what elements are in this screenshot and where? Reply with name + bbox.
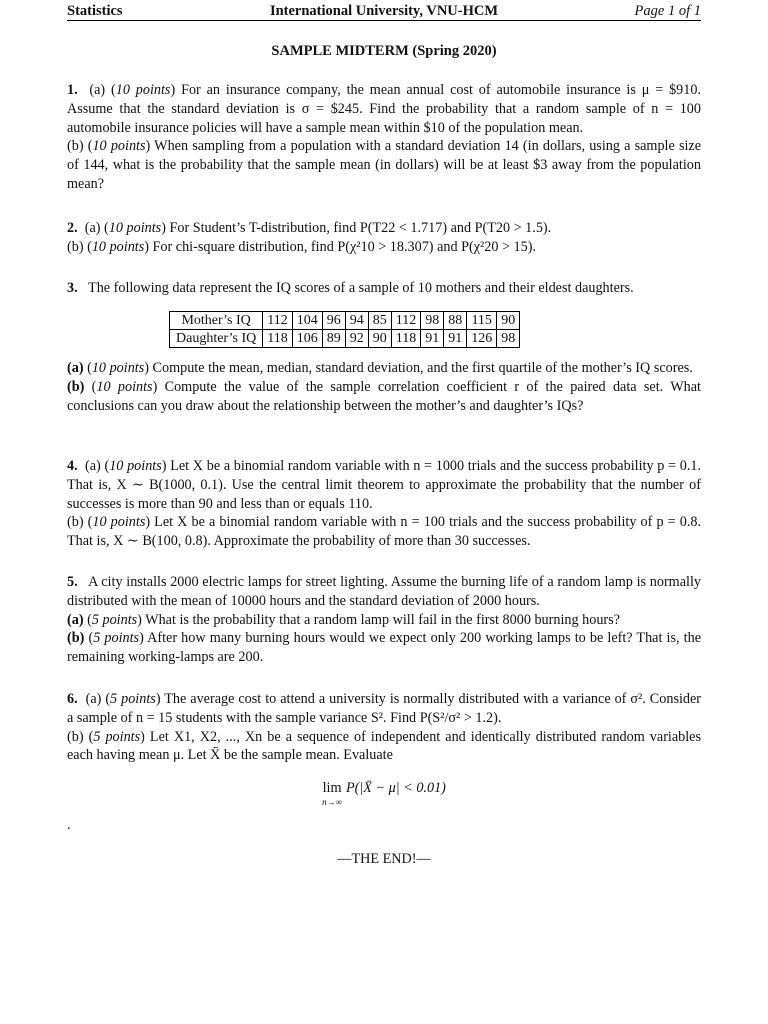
problem-3-intro [67, 279, 701, 298]
limit-subscript: n→∞ [322, 796, 343, 807]
points-label: 5 points [110, 691, 156, 707]
problem-5 [67, 573, 701, 667]
part-label: (a) [85, 458, 101, 474]
problem-text: For an insurance company, the mean annual cost of automobile insurance is μ = $910. Assume that the standard deviation is σ = $245. Find the probability that a random sample of n = 100 automobile insurance policies will have a sample mean within $10 of the population mean. [67, 82, 701, 136]
end-text: —THE END!— [337, 851, 431, 867]
points-label: 10 points [96, 378, 153, 395]
problem-5-intro [67, 573, 701, 611]
points-label: 10 points [115, 82, 171, 98]
problem-3-part-b: (b) (10 points) Compute the value of the sample correlation coefficient r of the paired data set. What conclusions can you draw about the relationship between the mother’s and daughter’s IQs? [67, 378, 701, 414]
table-cell: 112 [263, 312, 292, 330]
problem-5-part-a: (a) (5 points) What is the probability that a random lamp will fail in the first 8000 burning hours? [67, 611, 620, 628]
table-cell: 118 [391, 330, 420, 348]
problem-text: The following data represent the IQ scores of a sample of 10 mothers and their eldest daughters. [88, 280, 634, 296]
part-label: (b) [67, 378, 85, 395]
table-cell: 90 [497, 312, 520, 330]
exam-title: SAMPLE MIDTERM (Spring 2020) [271, 43, 497, 59]
problem-1-part-b: (b) (10 points) When sampling from a population with a standard deviation 14 (in dollars, using a sample size of 144, what is the probability that the sample mean (in dollars) will be at least $3 away from the population mean? [67, 138, 702, 192]
header-university: International University, VNU-HCM [269, 3, 499, 19]
problem-text: When sampling from a population with a standard deviation 14 (in dollars, using a sample size of 144, what is the probability that the sample mean (in dollars) will be at least $3 away from the population mean? [67, 138, 702, 192]
points-label: 10 points [91, 360, 145, 376]
problem-text: Compute the value of the sample correlation coefficient r of the paired data set. What conclusions can you draw about the relationship between the mother’s and daughter’s IQs? [67, 378, 701, 414]
points-label: 10 points [109, 458, 162, 474]
limit-operator [322, 779, 342, 807]
points-label: 10 points [92, 514, 146, 531]
table-cell: 112 [391, 312, 420, 330]
problem-text: For chi-square distribution, find P(χ²10 > 18.307) and P(χ²20 > 15). [152, 238, 537, 255]
problem-4-part-a: 4. (a) (10 points) Let X be a binomial random variable with n = 1000 trials and the success probability p = 0.1. That is, X ∼ B(1000, 0.1). Use the central limit theorem to approximate the probability that the number of successes is more than 90 and less than or equals 110. [67, 458, 702, 512]
iq-scores-table [169, 311, 520, 348]
limit-expression [0, 779, 768, 807]
table-cell: 118 [263, 330, 292, 348]
table-cell: 91 [421, 330, 444, 348]
problem-6-part-a: 6. (a) (5 points) The average cost to attend a university is normally distributed with a variance of σ². Consider a sample of n = 15 students with the sample variance S². Find P(S²/σ² > 1.2). [67, 691, 702, 726]
table-cell: 115 [467, 312, 497, 330]
table-cell: 98 [421, 312, 444, 330]
problem-number: 4. [67, 458, 78, 474]
problem-1 [67, 81, 701, 194]
stray-mark: . [67, 817, 71, 833]
problem-text: After how many burning hours would we expect only 200 working lamps to be left? That is, the remaining working-lamps are 200. [67, 630, 701, 666]
part-label: (a) [67, 611, 84, 628]
problem-number: 3. [67, 280, 78, 296]
problem-text: Let X be a binomial random variable with n = 100 trials and the success probability of p = 0.8. That is, X ∼ B(100, 0.8). Approximate the probability of more than 30 successes. [67, 514, 702, 550]
table-cell: 126 [467, 330, 497, 348]
header-course: Statistics [67, 3, 123, 19]
problem-text: Let X be a binomial random variable with n = 1000 trials and the success probability p = 0.1. That is, X ∼ B(1000, 0.1). Use the central limit theorem to approximate the probability that the number of successes is more than 90 and less than or equals 110. [67, 458, 702, 512]
problem-text: A city installs 2000 electric lamps for street lighting. Assume the burning life of a random lamp is normally distributed with the mean of 10000 hours and the standard deviation of 2000 hours. [67, 574, 701, 609]
problem-2 [67, 219, 701, 257]
table-cell: 88 [444, 312, 467, 330]
problem-5-part-b: (b) (5 points) After how many burning hours would we expect only 200 working lamps to be left? That is, the remaining working-lamps are 200. [67, 630, 701, 666]
problem-text: The average cost to attend a university is normally distributed with a variance of σ². Consider a sample of n = 15 students with the sample variance S². Find P(S²/σ² > 1.2). [67, 691, 702, 726]
table-cell: 90 [368, 330, 391, 348]
points-label: 10 points [108, 220, 162, 236]
points-label: 10 points [92, 138, 146, 155]
part-label: (b) [67, 238, 84, 255]
table-row-daughter [170, 330, 520, 348]
problem-2-part-a: 2. (a) (10 points) For Student’s T-distribution, find P(T22 < 1.717) and P(T20 > 1.5). [67, 220, 552, 236]
table-cell: 104 [292, 312, 322, 330]
part-label: (b) [67, 630, 85, 647]
problem-6 [67, 690, 701, 765]
limit-word: lim [322, 780, 342, 796]
problem-number: 1. [67, 82, 78, 98]
problem-text: Compute the mean, median, standard deviation, and the first quartile of the mother’s IQ scores. [152, 360, 693, 376]
row-label: Daughter’s IQ [170, 330, 263, 348]
part-label: (b) [67, 514, 84, 531]
problem-number: 6. [67, 691, 78, 707]
table-cell: 92 [345, 330, 368, 348]
problem-4-part-b: (b) (10 points) Let X be a binomial random variable with n = 100 trials and the success probability of p = 0.8. That is, X ∼ B(100, 0.8). Approximate the probability of more than 30 successes. [67, 514, 702, 550]
problem-6-part-b: (b) (5 points) Let X1, X2, ..., Xn be a sequence of independent and identically distributed random variables each having mean μ. Let X̄ be the sample mean. Evaluate [67, 728, 702, 764]
part-label: (a) [85, 691, 102, 707]
points-label: 5 points [93, 728, 141, 745]
problem-3-parts [67, 359, 701, 415]
problem-number: 5. [67, 574, 78, 590]
limit-body: P(|X̄ − μ| < 0.01) [346, 780, 446, 796]
table-cell: 96 [322, 312, 345, 330]
part-label: (a) [89, 82, 106, 98]
problem-2-part-b: (b) (10 points) For chi-square distribution, find P(χ²10 > 18.307) and P(χ²20 > 15). [67, 238, 537, 255]
points-label: 5 points [91, 611, 138, 628]
problem-text: Let X1, X2, ..., Xn be a sequence of independent and identically distributed random variables each having mean μ. Let X̄ be the sample mean. Evaluate [67, 728, 702, 764]
problem-4 [67, 457, 701, 551]
part-label: (a) [67, 360, 84, 376]
problem-1-part-a: 1. (a) (10 points) For an insurance company, the mean annual cost of automobile insurance is μ = $910. Assume that the standard deviation is σ = $245. Find the probability that a random sample of n = 100 automobile insurance policies will have a sample mean within $10 of the population mean. [67, 82, 701, 136]
table-cell: 89 [322, 330, 345, 348]
part-label: (b) [67, 138, 84, 155]
problem-3-part-a: (a) (10 points) Compute the mean, median, standard deviation, and the first quartile of the mother’s IQ scores. [67, 360, 693, 376]
problem-text: For Student’s T-distribution, find P(T22 < 1.717) and P(T20 > 1.5). [169, 220, 552, 236]
table-cell: 98 [497, 330, 520, 348]
table-cell: 106 [292, 330, 322, 348]
points-label: 5 points [93, 630, 140, 647]
part-label: (b) [67, 728, 84, 745]
page-header [67, 2, 701, 21]
table-cell: 94 [345, 312, 368, 330]
problem-3 [67, 279, 701, 298]
points-label: 10 points [91, 238, 145, 255]
table-row-mother [170, 312, 520, 330]
part-label: (a) [84, 220, 101, 236]
table-cell: 85 [368, 312, 391, 330]
table-cell: 91 [444, 330, 467, 348]
header-page-number: Page 1 of 1 [634, 3, 701, 19]
problem-number: 2. [67, 220, 78, 236]
problem-text: What is the probability that a random lamp will fail in the first 8000 burning hours? [145, 611, 620, 628]
row-label: Mother’s IQ [170, 312, 263, 330]
